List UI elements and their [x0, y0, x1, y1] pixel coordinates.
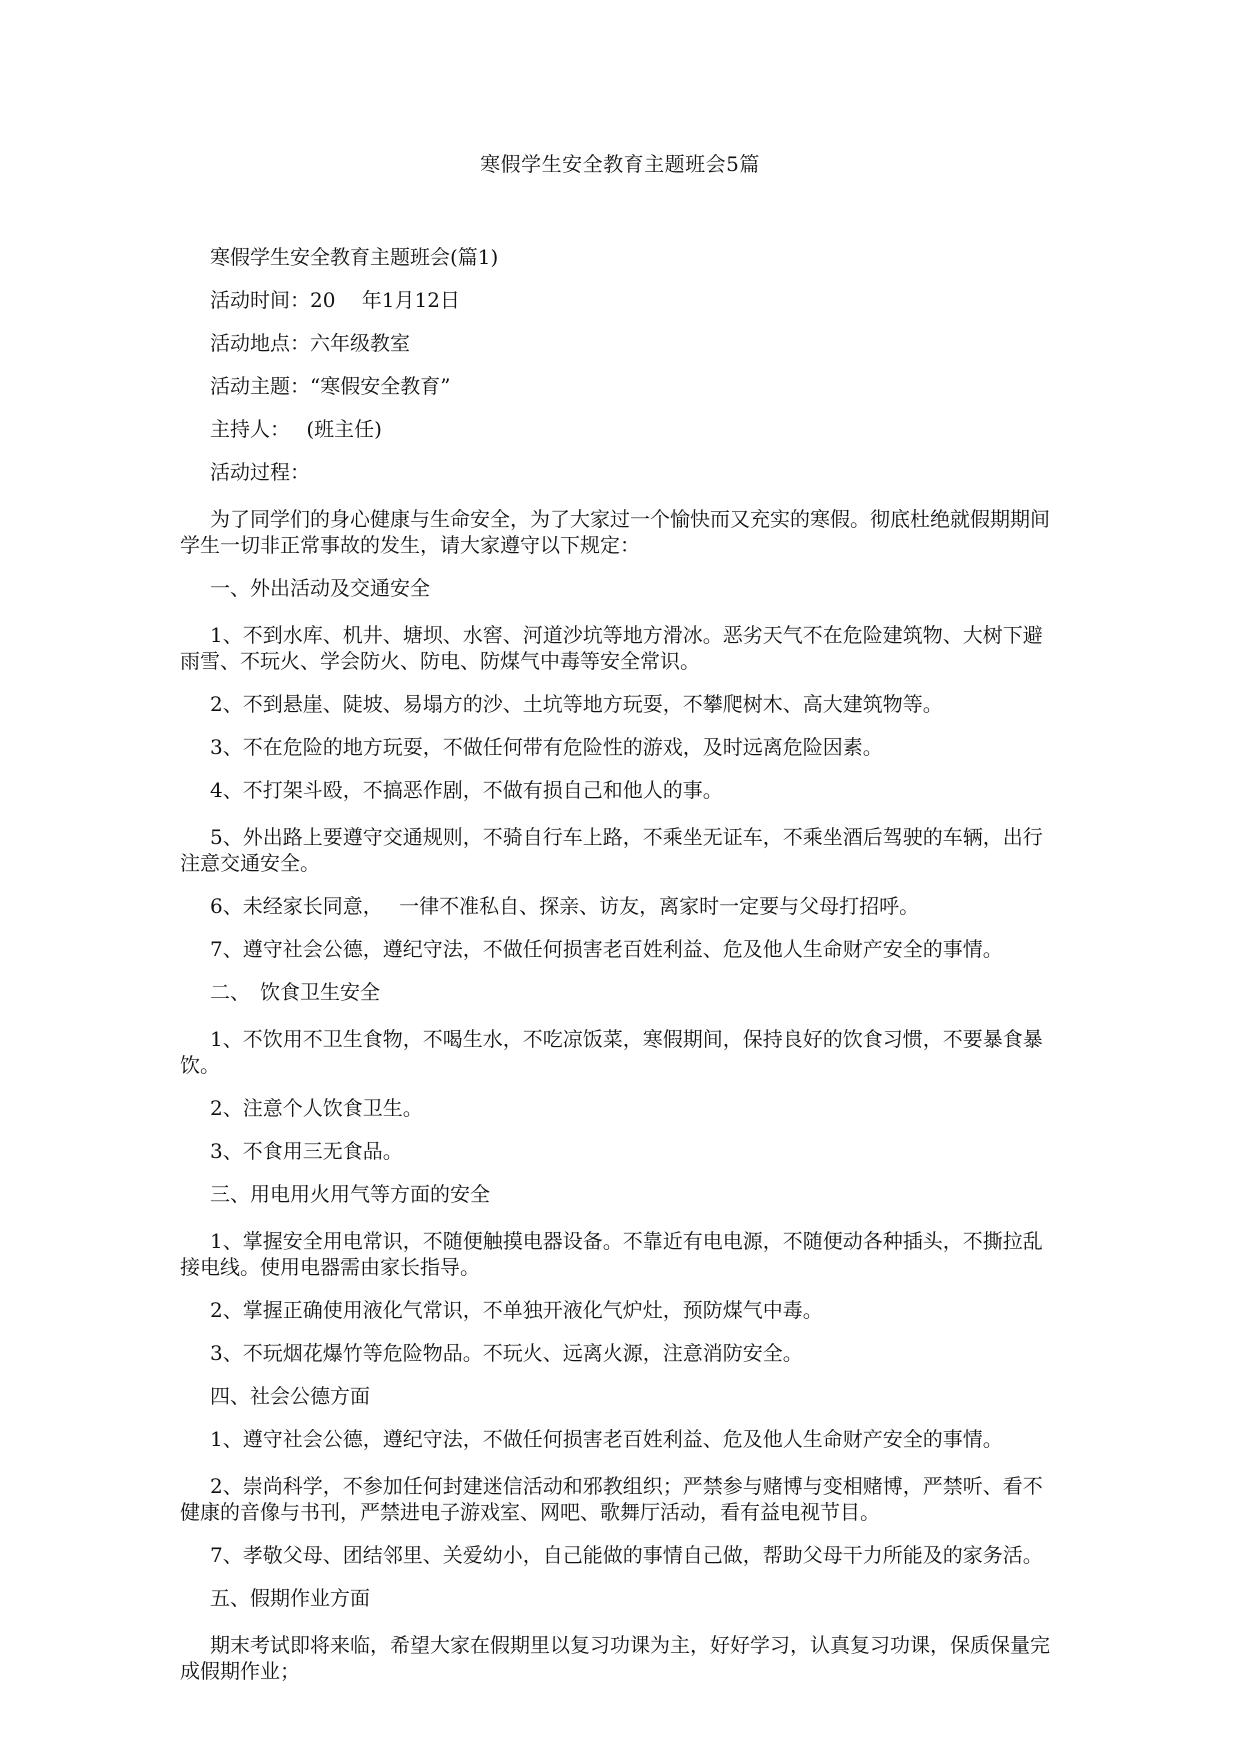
list-item: 2、崇尚科学，不参加任何封建迷信活动和邪教组织；严禁参与赌博与变相赌博，严禁听、看不健康的音像与书刊，严禁进电子游戏室、网吧、歌舞厅活动，看有益电视节目。: [180, 1474, 1043, 1524]
list-item: 3、不食用三无食品。: [210, 1139, 403, 1163]
list-item: 3、不玩烟花爆竹等危险物品。不玩火、远离火源，注意消防安全。: [210, 1341, 803, 1365]
list-item: 2、注意个人饮食卫生。: [210, 1096, 423, 1120]
list-item: 1、遵守社会公德，遵纪守法，不做任何损害老百姓利益、危及他人生命财产安全的事情。: [210, 1427, 1003, 1451]
list-item: 7、孝敬父母、团结邻里、关爱幼小，自己能做的事情自己做，帮助父母干力所能及的家务活。: [210, 1543, 1043, 1567]
activity-theme: 活动主题：“寒假安全教育”: [210, 374, 451, 398]
activity-process-label: 活动过程：: [210, 460, 310, 484]
list-item: 2、不到悬崖、陡坡、易塌方的沙、土坑等地方玩耍，不攀爬树木、高大建筑物等。: [210, 692, 943, 716]
list-item: 2、掌握正确使用液化气常识，不单独开液化气炉灶，预防煤气中毒。: [210, 1298, 823, 1322]
document-body: [180, 244, 1060, 1701]
document-title: 寒假学生安全教育主题班会5篇: [480, 152, 760, 176]
list-item: 5、外出路上要遵守交通规则，不骑自行车上路，不乘坐无证车，不乘坐酒后驾驶的车辆，出行注意交通安全。: [180, 825, 1043, 875]
list-item: 1、掌握安全用电常识，不随便触摸电器设备。不靠近有电电源，不随便动各种插头，不撕拉乱接电线。使用电器需由家长指导。: [180, 1229, 1043, 1279]
list-item: 7、遵守社会公德，遵纪守法，不做任何损害老百姓利益、危及他人生命财产安全的事情。: [210, 937, 1003, 961]
list-item: 4、不打架斗殴，不搞恶作剧，不做有损自己和他人的事。: [210, 778, 723, 802]
list-item: 1、不到水库、机井、塘坝、水窖、河道沙坑等地方滑冰。恶劣天气不在危险建筑物、大树下避雨雪、不玩火、学会防火、防电、防煤气中毒等安全常识。: [180, 623, 1043, 673]
subsection-heading: 三、用电用火用气等方面的安全: [210, 1182, 490, 1206]
body-paragraph: 为了同学们的身心健康与生命安全，为了大家过一个愉快而又充实的寒假。彻底杜绝就假期期间学生一切非正常事故的发生，请大家遵守以下规定：: [180, 507, 1050, 557]
host: 主持人： (班主任): [210, 417, 382, 441]
subsection-heading: 一、外出活动及交通安全: [210, 576, 430, 600]
subsection-heading: 五、假期作业方面: [210, 1586, 370, 1610]
activity-time: 活动时间：20 年1月12日: [210, 288, 460, 312]
activity-location: 活动地点：六年级教室: [210, 331, 410, 355]
subsection-heading: 二、 饮食卫生安全: [210, 980, 380, 1004]
subsection-heading: 四、社会公德方面: [210, 1384, 370, 1408]
list-item: 1、不饮用不卫生食物，不喝生水，不吃凉饭菜，寒假期间，保持良好的饮食习惯，不要暴食暴饮。: [180, 1027, 1043, 1077]
body-paragraph: 期末考试即将来临，希望大家在假期里以复习功课为主，好好学习，认真复习功课，保质保量完成假期作业；: [180, 1633, 1050, 1683]
list-item: 3、不在危险的地方玩耍，不做任何带有危险性的游戏，及时远离危险因素。: [210, 735, 883, 759]
list-item: 6、未经家长同意， 一律不准私自、探亲、访友，离家时一定要与父母打招呼。: [210, 894, 920, 918]
section-heading: 寒假学生安全教育主题班会(篇1): [210, 245, 499, 269]
